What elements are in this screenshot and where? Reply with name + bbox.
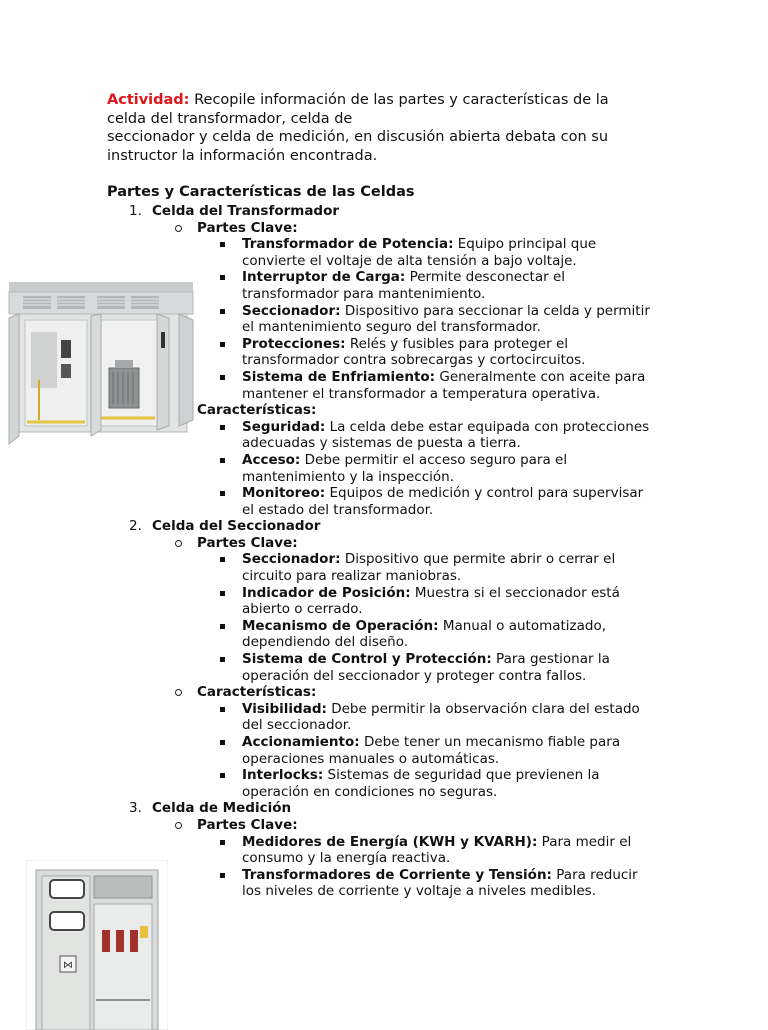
bullet-text: transformador para mantenimiento. [242, 285, 486, 302]
activity-line-3: seccionador y celda de medición, en discusión abierta debata con su [107, 129, 609, 145]
bullet-text: mantener el transformador a temperatura operativa. [242, 385, 601, 402]
celda-item [107, 518, 667, 535]
circle-bullet-icon [175, 540, 182, 547]
activity-line-4: instructor la información encontrada. [107, 147, 378, 164]
bullet-term: Medidores de Energía (KWH y KVARH): [242, 833, 538, 850]
bullet-text: Relés y fusibles para proteger el [349, 335, 569, 352]
bullet-text: operación en condiciones no seguras. [242, 783, 498, 800]
square-bullet-icon [220, 458, 225, 463]
bullet-item [107, 236, 667, 269]
switchgear-panel [31, 332, 57, 388]
bullet-text: Generalmente con aceite para [439, 368, 646, 385]
bullet-text: consumo y la energía reactiva. [242, 850, 451, 867]
circle-bullet-icon [175, 225, 182, 232]
bullet-item [107, 767, 667, 800]
square-bullet-icon [220, 242, 225, 247]
square-bullet-icon [220, 740, 225, 745]
transformer-top [115, 360, 133, 368]
warning-label [140, 926, 148, 938]
bullet-text: Para reducir [556, 866, 638, 883]
celda-title: Celda de Medición [152, 800, 292, 817]
bullet-text: mantenimiento y la inspección. [242, 468, 455, 485]
bullet-text: los niveles de corriente y voltaje a niveles medibles. [242, 883, 596, 900]
activity-paragraph [107, 91, 667, 165]
door-latch [161, 332, 165, 348]
activity-line-1 [107, 91, 667, 110]
bullet-text: abierto o cerrado. [242, 601, 363, 618]
left-door [9, 314, 19, 444]
switch-handle [61, 340, 71, 358]
viewing-window-middle [50, 912, 84, 930]
bullet-item [107, 867, 667, 900]
cabinet-roof [9, 282, 193, 292]
bullet-term: Accionamiento: [242, 734, 360, 750]
bullet-text: Debe tener un mecanismo fiable para [363, 734, 621, 750]
right-door-a [157, 314, 169, 430]
bullet-term: Mecanismo de Operación: [242, 617, 439, 634]
bullet-item [107, 585, 667, 618]
bullet-text: Muestra si el seccionador está [414, 584, 620, 601]
bullet-text: Debe permitir el acceso seguro para el [304, 451, 568, 468]
celda-item [107, 800, 667, 817]
bullet-text: circuito para realizar maniobras. [242, 568, 462, 585]
bullet-term: Seguridad: [242, 418, 326, 435]
middle-door [91, 314, 101, 436]
square-bullet-icon [220, 657, 225, 662]
item-number: 2. [129, 518, 142, 535]
bullet-term: Acceso: [242, 451, 301, 468]
square-bullet-icon [220, 624, 225, 629]
viewing-window-top [50, 880, 84, 898]
transformer-cell-photo [5, 280, 197, 450]
bullet-text: Dispositivo que permite abrir o cerrar el [344, 551, 616, 568]
celda-title: Celda del Transformador [152, 203, 340, 219]
bullet-text: dependiendo del diseño. [242, 634, 409, 651]
activity-line-2: celda del transformador, celda de [107, 110, 353, 127]
bullet-item [107, 651, 667, 684]
bullet-term: Sistema de Enfriamiento: [242, 368, 436, 385]
celda-title: Celda del Seccionador [152, 518, 321, 535]
bullet-item [107, 734, 667, 767]
bullet-item [107, 834, 667, 867]
bullet-text: Manual o automatizado, [442, 617, 607, 634]
right-door-b [179, 314, 193, 426]
subheading [107, 220, 667, 237]
bullet-term: Visibilidad: [242, 700, 327, 717]
bullet-text: Permite desconectar el [409, 269, 566, 286]
section-title: Partes y Características de las Celdas [107, 184, 415, 200]
bullet-term: Transformadores de Corriente y Tensión: [242, 866, 552, 883]
bullet-text: convierte el voltaje de alta tensión a bajo voltaje. [242, 252, 577, 269]
bullet-term: Seccionador: [242, 302, 341, 319]
square-bullet-icon [220, 591, 225, 596]
bullet-text: Para medir el [541, 833, 632, 850]
subheading [107, 684, 667, 701]
bullet-text: operaciones manuales o automáticas. [242, 750, 500, 767]
bullet-text: Debe permitir la observación clara del estado [331, 700, 640, 717]
square-bullet-icon [220, 491, 225, 496]
subheading [107, 535, 667, 552]
bullet-text: operación del seccionador y proteger contra fallos. [242, 667, 587, 684]
bullet-text: del seccionador. [242, 717, 352, 734]
bullet-term: Sistema de Control y Protección: [242, 651, 492, 668]
square-bullet-icon [220, 375, 225, 380]
bullet-text: La celda debe estar equipada con protecciones [329, 418, 650, 435]
bullet-text: Sistemas de seguridad que previenen la [327, 767, 600, 784]
subheading-label: Partes Clave: [197, 534, 298, 551]
bullet-term: Interruptor de Carga: [242, 269, 406, 286]
celda-item [107, 203, 667, 220]
subheading-label: Partes Clave: [197, 219, 298, 236]
bullet-term: Protecciones: [242, 335, 346, 352]
circle-bullet-icon [175, 689, 182, 696]
measurement-cell-photo [26, 860, 168, 1030]
bullet-text: Equipo principal que [457, 236, 597, 253]
square-bullet-icon [220, 840, 225, 845]
square-bullet-icon [220, 557, 225, 562]
bullet-term: Monitoreo: [242, 485, 326, 502]
square-bullet-icon [220, 275, 225, 280]
front-door [42, 876, 90, 1030]
bullet-text: Equipos de medición y control para supervisar [329, 485, 644, 502]
subheading-label: Partes Clave: [197, 816, 298, 833]
bullet-item [107, 485, 667, 518]
bullet-term: Interlocks: [242, 767, 324, 784]
bullet-text: Para gestionar la [496, 651, 610, 668]
square-bullet-icon [220, 707, 225, 712]
upper-compartment [94, 876, 152, 898]
bullet-text: el estado del transformador. [242, 501, 434, 518]
open-compartment [94, 904, 152, 1030]
subheading [107, 817, 667, 834]
door-handle-icon: ⋈ [63, 960, 73, 971]
square-bullet-icon [220, 773, 225, 778]
current-transformers [102, 930, 138, 952]
square-bullet-icon [220, 425, 225, 430]
bullet-item [107, 551, 667, 584]
bullet-item [107, 452, 667, 485]
square-bullet-icon [220, 309, 225, 314]
activity-lead: Actividad: [107, 92, 190, 108]
item-number: 1. [129, 203, 142, 219]
subheading-label: Características: [197, 684, 317, 701]
item-number: 3. [129, 800, 142, 817]
bullet-term: Seccionador: [242, 551, 341, 568]
bullet-term: Transformador de Potencia: [242, 236, 454, 253]
bullet-text: adecuadas y sistemas de puesta a tierra. [242, 435, 521, 452]
activity-text-1: Recopile información de las partes y características de la [194, 92, 609, 108]
circle-bullet-icon [175, 822, 182, 829]
bullet-text: Dispositivo para seccionar la celda y permitir [344, 302, 650, 319]
fuse-block [61, 364, 71, 378]
bullet-term: Indicador de Posición: [242, 584, 411, 601]
bullet-item [107, 701, 667, 734]
square-bullet-icon [220, 342, 225, 347]
bullet-text: transformador contra sobrecargas y cortocircuitos. [242, 352, 586, 369]
bullet-item [107, 618, 667, 651]
square-bullet-icon [220, 873, 225, 878]
bullet-text: el mantenimiento seguro del transformador. [242, 319, 541, 336]
subheading-label: Características: [197, 402, 317, 419]
